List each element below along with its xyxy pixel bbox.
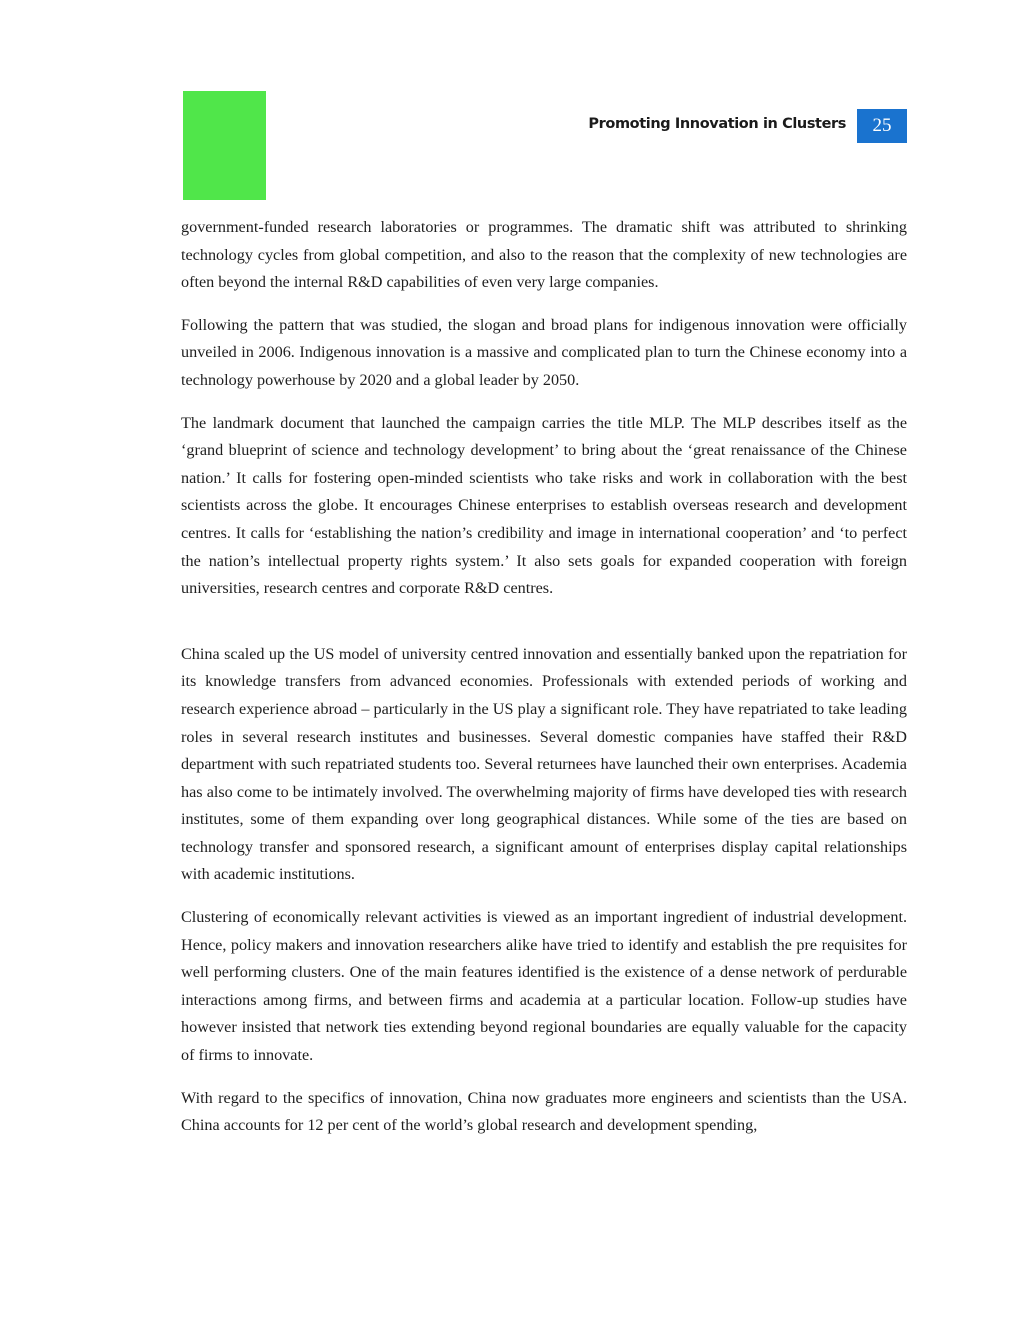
paragraph: Clustering of economically relevant activities is viewed as an important ingredient of industrial development. Hence, policy makers and innovation researchers alike have tried to identify and establish the pre requisites for well performing clusters. One of the main features identified is the existence of a dense network of perdurable interactions among firms, and between firms and academia at a particular location. Follow-up studies have however insisted that network ties extending beyond regional boundaries are equally valuable for the capacity of firms to innovate. [181,908,907,1065]
body-text [181,214,907,1155]
paragraph: With regard to the specifics of innovation, China now graduates more engineers and scientists than the USA. China accounts for 12 per cent of the world’s global research and development spending, [181,1088,907,1135]
paragraph: Following the pattern that was studied, the slogan and broad plans for indigenous innovation were officially unveiled in 2006. Indigenous innovation is a massive and complicated plan to turn the Chinese economy into a technology powerhouse by 2020 and a global leader by 2050. [181,315,907,389]
paragraph: The landmark document that launched the campaign carries the title MLP. The MLP describes itself as the ‘grand blueprint of science and technology development’ to bring about the ‘great renaissance of the Chinese nation.’ It calls for fostering open-minded scientists who take risks and work in collaboration with the best scientists across the globe. It encourages Chinese enterprises to establish overseas research and development centres. It calls for ‘establishing the nation’s credibility and image in international cooperation’ and ‘to perfect the nation’s intellectual property rights system.’ It also sets goals for expanded cooperation with foreign universities, research centres and corporate R&D centres. [181,413,907,598]
paragraph: government-funded research laboratories or programmes. The dramatic shift was attributed to shrinking technology cycles from global competition, and also to the reason that the complexity of new technologies are often beyond the internal R&D capabilities of even very large companies. [181,218,907,292]
green-decorative-block [183,91,266,200]
running-header-title: Promoting Innovation in Clusters [588,116,846,132]
page-number-badge: 25 [857,109,907,143]
paragraph: China scaled up the US model of university centred innovation and essentially banked upon the repatriation for its knowledge transfers from advanced economies. Professionals with extended periods of working and research experience abroad – particularly in the US play a significant role. They have repatriated to take leading roles in several research institutes and businesses. Several domestic companies have staffed their R&D department with such repatriated students too. Several returnees have launched their own enterprises. Academia has also come to be intimately involved. The overwhelming majority of firms have developed ties with research institutes, some of them expanding over long geographical distances. While some of the ties are based on technology transfer and sponsored research, a significant amount of enterprises display capital relationships with academic institutions. [181,644,907,884]
